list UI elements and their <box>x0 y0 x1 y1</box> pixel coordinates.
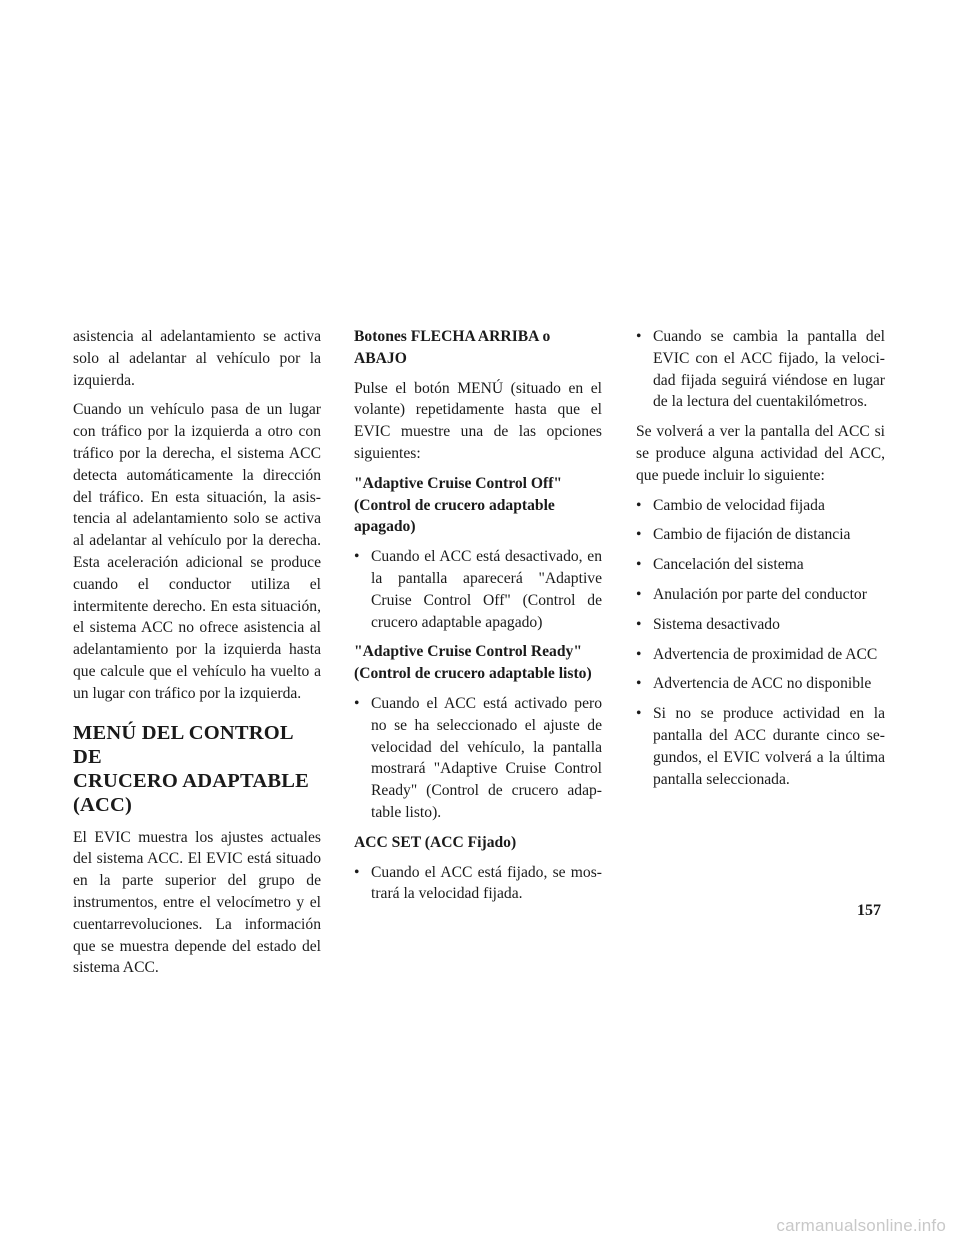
list-acc-ready <box>354 693 602 824</box>
list-item: • Si no se produce actividad en la pantalla del ACC durante cinco segundos, el EVIC volverá a la última pantalla seleccionada. <box>636 703 885 790</box>
section-heading-acc-menu <box>73 721 321 817</box>
page-number: 157 <box>857 902 881 919</box>
label-acc-off: "Adaptive Cruise Control Off" (Control de crucero adaptable apagado) <box>354 474 563 536</box>
list-acc-set <box>354 862 602 906</box>
list-item: • Cuando el ACC está desactivado, en la pantalla aparecerá "Adaptive Cruise Control Off" (Control de crucero adaptable apagado) <box>354 546 602 633</box>
paragraph-overtake-left: asistencia al adelantamiento se activa solo al adelantar al vehículo por la izquierda. <box>73 328 321 389</box>
list-item: • Cancelación del sistema <box>636 554 885 576</box>
list-evic-change <box>636 326 885 413</box>
list-acc-activity <box>636 495 885 791</box>
list-acc-off <box>354 546 602 633</box>
list-item: • Advertencia de ACC no disponible <box>636 673 885 695</box>
paragraph-menu-button: Pulse el botón MENÚ (situado en el volante) repetidamente hasta que el EVIC muestre una de las opciones siguientes: <box>354 379 602 462</box>
list-item: • Cuando el ACC está activado pero no se ha seleccionado el ajuste de velocidad del vehículo, la pantalla mostrará "Adaptive Cruise Control Ready" (Control de crucero adaptable listo). <box>354 693 602 824</box>
paragraph-evic-description: El EVIC muestra los ajustes actuales del sistema ACC. El EVIC está situado en la parte superior del grupo de instrumentos, entre el velocímetro y el cuentarrevoluciones. La información que se muestra depende del estado del sistema ACC. <box>73 828 321 977</box>
list-item: • Cambio de fijación de distancia <box>636 524 885 546</box>
list-item: • Cuando se cambia la pantalla del EVIC con el ACC fijado, la velocidad fijada seguirá viéndose en lugar de la lectura del cuentakilómetros. <box>636 326 885 413</box>
subheading-arrow-buttons: Botones FLECHA ARRIBA o ABAJO <box>354 328 551 367</box>
list-item: • Anulación por parte del conductor <box>636 584 885 606</box>
list-item: • Sistema desactivado <box>636 614 885 636</box>
heading-line-2: CRUCERO ADAPTABLE <box>73 769 309 792</box>
list-item: • Advertencia de proximidad de ACC <box>636 644 885 666</box>
column-middle <box>354 326 602 913</box>
heading-line-3: (ACC) <box>73 793 133 816</box>
paragraph-acc-activity: Se volverá a ver la pantalla del ACC si se produce alguna actividad del ACC, que puede incluir lo siguiente: <box>636 423 885 484</box>
list-item: • Cambio de velocidad fijada <box>636 495 885 517</box>
column-right <box>636 326 885 798</box>
paragraph-traffic-direction: Cuando un vehículo pasa de un lugar con tráfico por la izquierda a otro con tráfico por la derecha, el sistema ACC detecta automáticamente la dirección del tráfico. En esta situación, la asistencia al adelantamiento solo se activa al adelantar al vehículo por la derecha. Esta aceleración adicional se produce cuando el conductor utiliza el intermitente derecho. En esta situación, el sistema ACC no ofrece asistencia al adelantamiento por la izquierda hasta que calcule que el vehículo ha vuelto a un lugar con tráfico por la izquierda. <box>73 401 321 702</box>
label-acc-ready: "Adaptive Cruise Control Ready" (Control de crucero adaptable listo) <box>354 643 592 683</box>
list-item: • Cuando el ACC está fijado, se mostrará la velocidad fijada. <box>354 862 602 906</box>
heading-line-1: MENÚ DEL CONTROL DE <box>73 721 293 768</box>
watermark: carmanualsonline.info <box>776 1216 946 1235</box>
column-left <box>73 326 321 987</box>
label-acc-set: ACC SET (ACC Fijado) <box>354 833 517 851</box>
